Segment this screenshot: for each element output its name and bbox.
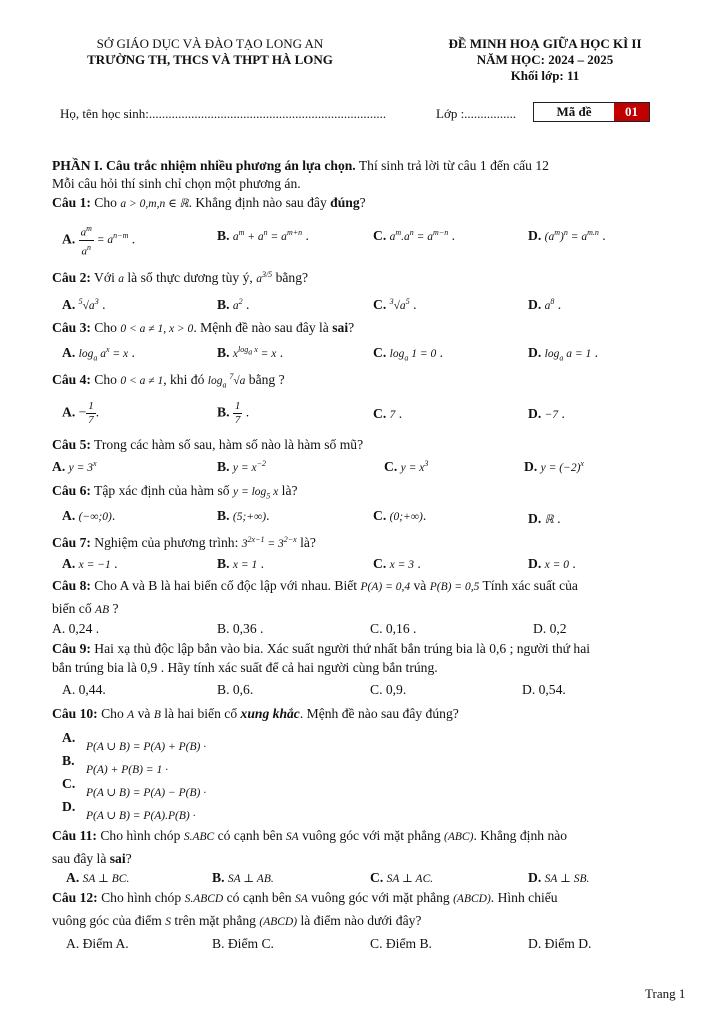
q8-line2: biến cố	[52, 601, 96, 616]
q2-math: a	[118, 273, 124, 285]
q2-text-post: bằng?	[272, 270, 309, 285]
q9-label: Câu 9:	[52, 641, 91, 656]
exam-title: ĐỀ MINH HOẠ GIỮA HỌC KÌ II	[448, 36, 642, 51]
q11-a-label: A.	[66, 870, 80, 885]
q11-c-label: C.	[370, 870, 384, 885]
q3-math: 0 < a ≠ 1, x > 0	[120, 323, 194, 335]
q8-label: Câu 8:	[52, 578, 91, 593]
q2-a-label: A.	[62, 297, 76, 312]
q8-ab: AB	[95, 604, 110, 616]
question-12	[52, 890, 558, 906]
q3-option-b[interactable]: B. $x^{log_a x} = x$ .	[217, 345, 284, 360]
q8-option-a[interactable]: A. 0,24 .	[52, 621, 100, 636]
q8-end: ?	[109, 601, 119, 616]
q11-end: ?	[125, 851, 132, 866]
q4-d-label: D.	[528, 406, 542, 421]
question-11	[52, 828, 567, 844]
q4-math: 0 < a ≠ 1	[120, 375, 164, 387]
q2-label: Câu 2:	[52, 270, 91, 285]
q1-end: ?	[359, 195, 366, 210]
q3-b-label: B.	[217, 345, 230, 360]
q8-pb: P(B) = 0,5	[429, 581, 480, 593]
q3-text-post: . Mệnh đề nào sau đây là	[193, 320, 333, 335]
q4-b-label: B.	[217, 404, 230, 420]
q5-a-label: A.	[52, 459, 66, 474]
q1-b-label: B.	[217, 228, 230, 243]
q10-b-label: B.	[62, 753, 75, 768]
q11-b-label: B.	[212, 870, 225, 885]
q12-text-3: vuông góc với mặt phẳng	[307, 890, 454, 905]
dept-name: SỞ GIÁO DỤC VÀ ĐÀO TẠO LONG AN	[96, 36, 324, 51]
q3-label: Câu 3:	[52, 320, 91, 335]
q1-math: a > 0,m,n ∈ ℝ	[120, 198, 189, 210]
q11-pyramid: S.ABC	[183, 831, 215, 843]
q2-d-label: D.	[528, 297, 542, 312]
exam-code-box	[533, 102, 650, 122]
q10-and: và	[134, 706, 154, 721]
q7-text: Nghiệm của phương trình:	[90, 535, 242, 550]
part1-line2: Mỗi câu hỏi thí sinh chỉ chọn một phương án.	[52, 176, 301, 191]
q2-text-mid: là số thực dương tùy ý,	[124, 270, 257, 285]
q5-option-b[interactable]: B. $y = x^{-2}$	[217, 459, 266, 474]
q11-text-4: . Khẳng định nào	[473, 828, 568, 843]
q10-option-b[interactable]: B. $^{P(A) + P(B) = 1 \cdot}$	[62, 753, 168, 776]
q12-label: Câu 12:	[52, 890, 98, 905]
q8-pa: P(A) = 0,4	[360, 581, 411, 593]
q9-option-b[interactable]: B. 0,6.	[217, 682, 254, 697]
q11-text-2: có cạnh bên	[214, 828, 286, 843]
q6-option-c[interactable]: C. (0;+∞).	[373, 508, 427, 523]
q9-option-c[interactable]: C. 0,9.	[370, 682, 407, 697]
q9-option-a[interactable]: A. 0,44.	[62, 682, 106, 697]
q5-text: Trong các hàm số sau, hàm số nào là hàm số mũ?	[90, 437, 364, 452]
question-5	[52, 437, 363, 453]
q11-plane: (ABC)	[444, 831, 474, 843]
q3-c-label: C.	[373, 345, 387, 360]
q6-end: là?	[278, 483, 298, 498]
q10-emphasis: xung khắc	[240, 706, 300, 721]
q11-edge: SA	[285, 831, 299, 843]
q12-text-4: . Hình chiếu	[490, 890, 558, 905]
question-12-line2	[52, 913, 421, 929]
q1-c-label: C.	[373, 228, 387, 243]
q4-label: Câu 4:	[52, 372, 91, 387]
part1-heading: PHẦN I. Câu trắc nhiệm nhiều phương án lựa chọn.	[52, 158, 356, 173]
q12-option-c[interactable]: C. Điểm B.	[370, 936, 432, 951]
q1-option-d[interactable]: D. $(a^m)^n = a^{m.n}$ .	[528, 228, 606, 243]
q5-d-label: D.	[524, 459, 538, 474]
q4-option-d[interactable]: D. −7 .	[528, 406, 565, 421]
q5-label: Câu 5:	[52, 437, 91, 452]
q11-d-label: D.	[528, 870, 542, 885]
q12-text-5: trên mặt phẳng	[171, 913, 260, 928]
q6-option-a[interactable]: A. (−∞;0).	[62, 508, 116, 523]
q12-text-6: là điểm nào dưới đây?	[297, 913, 422, 928]
q6-text: Tập xác định của hàm số	[90, 483, 233, 498]
q6-a-label: A.	[62, 508, 76, 523]
question-9	[52, 641, 590, 657]
q12-point: S	[165, 916, 172, 928]
part1-instructions: Thí sinh trả lời từ câu 1 đến cấu 12	[355, 158, 549, 173]
q11-line2: sau đây là	[52, 851, 110, 866]
q11-label: Câu 11:	[52, 828, 97, 843]
q5-option-d[interactable]: D. $y = (-2)^x$	[524, 459, 584, 474]
q8-option-b[interactable]: B. 0,36 .	[217, 621, 264, 636]
question-3	[52, 320, 354, 336]
q10-text: Cho	[97, 706, 128, 721]
question-6: Câu 6: Tập xác định của hàm số $y = \log_5 x$ là?	[52, 483, 298, 501]
school-year: NĂM HỌC: 2024 – 2025	[476, 52, 614, 67]
q8-and: và	[410, 578, 430, 593]
q10-end: . Mệnh đề nào sau đây đúng?	[299, 706, 459, 721]
question-11-line2	[52, 851, 132, 867]
question-7: Câu 7: Nghiệm của phương trình: $3^{2x-1} = 3^{2-x}$ là?	[52, 535, 316, 550]
q12-plane-2: (ABCD)	[259, 916, 298, 928]
q10-event-a: A	[127, 709, 135, 721]
q4-text: Cho	[90, 372, 121, 387]
q2-option-c[interactable]: C. $^3√a^5$ .	[373, 297, 417, 312]
q1-label: Câu 1:	[52, 195, 91, 210]
q1-option-a[interactable]: A. $\frac{a^m}{a^n}$ = $a^{n-m}$ .	[62, 224, 136, 258]
q10-d-label: D.	[62, 799, 76, 814]
q11-option-a[interactable]: A. SA ⊥ BC.	[66, 870, 130, 885]
question-4: Câu 4: Cho 0 < a ≠ 1, khi đó $\log_a ^7√a$ bằng ?	[52, 372, 285, 390]
page-number: Trang 1	[645, 986, 686, 1001]
q10-option-d[interactable]: D. $^{P(A \cup B) = P(A).P(B) \cdot}$	[62, 799, 196, 822]
q12-option-d[interactable]: D. Điểm D.	[528, 936, 592, 951]
q11-option-b[interactable]: B. SA ⊥ AB.	[212, 870, 274, 885]
q12-option-a[interactable]: A. Điểm A.	[66, 936, 129, 951]
grade-level: Khối lớp: 11	[510, 68, 580, 83]
question-10	[52, 706, 459, 722]
question-8	[52, 578, 578, 594]
q7-d-label: D.	[528, 556, 542, 571]
q8-text: Cho A và B là hai biến cố độc lập với nhau. Biết	[90, 578, 361, 593]
q3-bold: sai	[332, 320, 349, 335]
q7-label: Câu 7:	[52, 535, 91, 550]
q9-text: Hai xạ thủ độc lập bắn vào bia. Xác suất người thứ nhất bắn trúng bia là 0,6 ; người thứ hai	[90, 641, 591, 656]
q1-text-post: . Khẳng định nào sau đây	[188, 195, 331, 210]
q6-b-label: B.	[217, 508, 230, 523]
exam-code-value: 01	[614, 103, 649, 121]
q3-a-label: A.	[62, 345, 76, 360]
q12-text-2: có cạnh bên	[223, 890, 295, 905]
q3-option-c[interactable]: C. $\log_a 1 = 0$ .	[373, 345, 444, 363]
exam-code-label: Mã đề	[556, 104, 592, 119]
school-name: TRƯỜNG TH, THCS VÀ THPT HÀ LONG	[87, 52, 333, 67]
q10-option-c[interactable]: C. $^{P(A \cup B) = P(A) - P(B) \cdot}$	[62, 776, 207, 799]
q4-text-post: , khi đó	[163, 372, 208, 387]
q3-option-a[interactable]: A. $\log_a a^x = x$ .	[62, 345, 135, 363]
q7-a-label: A.	[62, 556, 76, 571]
q10-option-a[interactable]: A. $^{P(A \cup B) = P(A) + P(B) \cdot}$	[62, 730, 207, 753]
q2-b-label: B.	[217, 297, 230, 312]
q9-option-d[interactable]: D. 0,54.	[522, 682, 566, 697]
q1-option-c[interactable]: C. $a^m.a^n = a^{m-n}$ .	[373, 228, 456, 243]
q11-text-3: vuông góc với mặt phẳng	[298, 828, 445, 843]
q1-bold: đúng	[330, 195, 360, 210]
q10-text-mid: là hai biến cố	[160, 706, 241, 721]
q5-option-a[interactable]: A. $y = 3^x$	[52, 459, 97, 474]
q2-option-d[interactable]: D. $a^8$ .	[528, 297, 562, 312]
q3-d-label: D.	[528, 345, 542, 360]
q6-option-d[interactable]: D. ℝ .	[528, 511, 561, 526]
student-name-field: Họ, tên học sinh:.........................................................................	[60, 106, 387, 121]
class-field: Lớp :................	[436, 106, 517, 121]
q4-option-b[interactable]: B. $\frac{1}{7}$ .	[217, 400, 250, 426]
q10-c-label: C.	[62, 776, 76, 791]
q4-a-label: A.	[62, 404, 76, 420]
q8-rest: Tính xác suất của	[479, 578, 578, 593]
q6-d-label: D.	[528, 511, 542, 526]
q5-option-c[interactable]: C. $y = x^3$	[384, 459, 429, 474]
part1-title	[52, 158, 549, 174]
q5-b-label: B.	[217, 459, 230, 474]
question-8-line2	[52, 601, 119, 617]
q10-label: Câu 10:	[52, 706, 98, 721]
q3-end: ?	[348, 320, 355, 335]
q12-option-b[interactable]: B. Điểm C.	[212, 936, 274, 951]
q8-option-c[interactable]: C. 0,16 .	[370, 621, 417, 636]
q2-option-b[interactable]: B. $a^2$ .	[217, 297, 250, 312]
q2-c-label: C.	[373, 297, 387, 312]
q7-b-label: B.	[217, 556, 230, 571]
q12-plane: (ABCD)	[453, 893, 491, 905]
q11-text: Cho hình chóp	[96, 828, 184, 843]
q6-label: Câu 6:	[52, 483, 91, 498]
question-1	[52, 195, 366, 211]
q7-option-c[interactable]: C. x = 3 .	[373, 556, 421, 571]
q4-option-c[interactable]: C. 7 .	[373, 406, 403, 421]
q11-option-d[interactable]: D. SA ⊥ SB.	[528, 870, 590, 885]
q3-option-d[interactable]: D. $\log_a a = 1$ .	[528, 345, 599, 363]
q1-text: Cho	[90, 195, 121, 210]
q12-text: Cho hình chóp	[97, 890, 185, 905]
q1-d-label: D.	[528, 228, 542, 243]
q1-option-b[interactable]: B. $a^m + a^n = a^{m+n}$ .	[217, 228, 309, 243]
q12-edge: SA	[294, 893, 308, 905]
q12-pyramid: S.ABCD	[184, 893, 224, 905]
q4-c-label: C.	[373, 406, 387, 421]
q10-event-b: B	[153, 709, 161, 721]
q3-text: Cho	[90, 320, 121, 335]
q11-bold: sai	[109, 851, 126, 866]
q1-a-label: A.	[62, 231, 76, 247]
q4-end: bằng ?	[245, 372, 285, 387]
q6-option-b[interactable]: B. (5;+∞).	[217, 508, 270, 523]
q12-line2: vuông góc của điểm	[52, 913, 166, 928]
q4-option-a[interactable]: A. − $\frac{1}{7}$ .	[62, 400, 100, 426]
q7-c-label: C.	[373, 556, 387, 571]
q7-end: là?	[296, 535, 316, 550]
q11-option-c[interactable]: C. SA ⊥ AC.	[370, 870, 434, 885]
q7-option-b[interactable]: B. x = 1 .	[217, 556, 265, 571]
q7-option-d[interactable]: D. x = 0 .	[528, 556, 576, 571]
q10-a-label: A.	[62, 730, 76, 745]
question-9-line2: bắn trúng bia là 0,9 . Hãy tính xác suất để cả hai người cùng bắn trúng.	[52, 660, 438, 675]
question-2: Câu 2: Với a là số thực dương tùy ý, $a^{3/5}$ bằng?	[52, 270, 309, 285]
q6-c-label: C.	[373, 508, 387, 523]
q8-option-d[interactable]: D. 0,2	[533, 621, 567, 636]
q2-option-a[interactable]: A. $^5√a^3$ .	[62, 297, 106, 312]
q2-text: Với	[90, 270, 119, 285]
q7-option-a[interactable]: A. x = −1 .	[62, 556, 118, 571]
q5-c-label: C.	[384, 459, 398, 474]
